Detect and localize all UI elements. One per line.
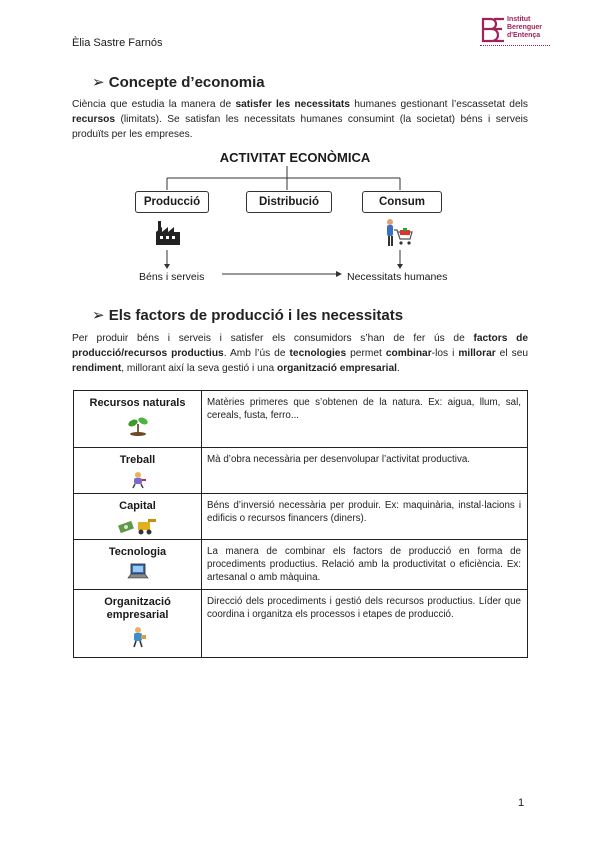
text-run: humanes gestionant l’escassetat dels [349, 99, 528, 110]
bold-run: combinar [385, 348, 432, 359]
bold-run: millorar [458, 348, 496, 359]
logo-line: d'Entença [507, 32, 541, 39]
section-title: Els factors de producció i les necessitats [108, 307, 404, 324]
text-run: permet [346, 348, 386, 359]
author-name: Èlia Sastre Farnós [72, 37, 163, 49]
factor-description: Béns d’inversió necessària per produir. Ex: maquinària, instal·lacions i edificis o recursos financers (diners). [202, 494, 528, 540]
diagram-title: ACTIVITAT ECONÒMICA [219, 150, 371, 165]
text-run: . [397, 363, 400, 374]
laptop-icon [127, 563, 149, 579]
arrow-bullet-icon: ➢ [92, 74, 105, 91]
plant-icon [127, 414, 149, 436]
page-number: 1 [518, 797, 525, 809]
bold-run: organització empresarial [276, 363, 398, 374]
money-machinery-icon [118, 517, 158, 535]
shopper-cart-icon [384, 218, 414, 248]
logo-mark-icon [480, 16, 506, 44]
bold-run: rendiment [72, 363, 122, 374]
manager-icon [129, 626, 147, 648]
table-row [74, 448, 528, 494]
factor-name-cell [74, 391, 202, 448]
bold-run: recursos [72, 114, 116, 125]
factor-name: Treball [119, 454, 156, 466]
text-run: , millorant així la seva gestió i una [121, 363, 277, 374]
bold-run: satisfer les necessitats [235, 99, 350, 110]
text-run: -los i [431, 348, 459, 359]
factor-description: Mà d’obra necessària per desenvolupar l’activitat productiva. [202, 448, 528, 494]
logo-line: Berenguer [507, 24, 543, 31]
section-title: Concepte d’economia [108, 74, 265, 91]
factor-name: Capital [119, 500, 156, 512]
factor-description: Direcció dels procediments i gestió dels recursos productius. Líder que coordina i organitza els processos i etapes de producció. [202, 590, 528, 658]
factor-name: Organització empresarial [104, 596, 171, 621]
text-run: el seu [495, 348, 529, 359]
factor-name-cell [74, 448, 202, 494]
factors-paragraph [72, 331, 528, 376]
production-box: Producció [135, 191, 209, 213]
distribution-box: Distribució [246, 191, 332, 213]
factor-description: La manera de combinar els factors de producció en forma de procediments productius. Relació amb la productivitat o eficiència. Ex: artesanal o amb màquina. [202, 540, 528, 590]
text-run: Ciència que estudia la manera de [72, 99, 236, 110]
diagram-connectors [130, 150, 470, 290]
factor-description: Matèries primeres que s’obtenen de la natura. Ex: aigua, llum, sal, cereals, fusta, ferro... [202, 391, 528, 448]
table-row [74, 590, 528, 658]
human-needs-label: Necessitats humanes [347, 271, 448, 283]
text-run: (limitats). Se satisfan les necessitats humanes consumint (la societat) béns i serveis produïts per les empreses. [72, 114, 528, 140]
worker-icon [129, 471, 147, 489]
logo-underline [480, 45, 550, 47]
factor-name: Recursos naturals [89, 397, 186, 409]
factory-icon [155, 220, 181, 246]
text-run: Per produir béns i serveis i satisfer els consumidors s’han de fer ús de [72, 333, 474, 344]
logo-line: Institut [507, 16, 531, 23]
goods-services-label: Béns i serveis [139, 271, 205, 283]
table-row [74, 391, 528, 448]
consumption-box: Consum [362, 191, 442, 213]
factor-name-cell [74, 540, 202, 590]
arrow-bullet-icon: ➢ [92, 307, 105, 324]
table-row [74, 494, 528, 540]
school-logo [480, 16, 550, 48]
bold-run: tecnologies [289, 348, 347, 359]
concept-paragraph [72, 97, 528, 142]
factor-name-cell [74, 590, 202, 658]
section-heading [92, 306, 403, 324]
table-row [74, 540, 528, 590]
factor-name: Tecnologia [108, 546, 167, 558]
factors-table [73, 390, 528, 658]
section-heading [92, 73, 265, 91]
text-run: . Amb l’ús de [223, 348, 290, 359]
factor-name-cell [74, 494, 202, 540]
bold-run: factors de producció/recursos productius [72, 333, 528, 359]
economic-activity-diagram [130, 150, 470, 290]
